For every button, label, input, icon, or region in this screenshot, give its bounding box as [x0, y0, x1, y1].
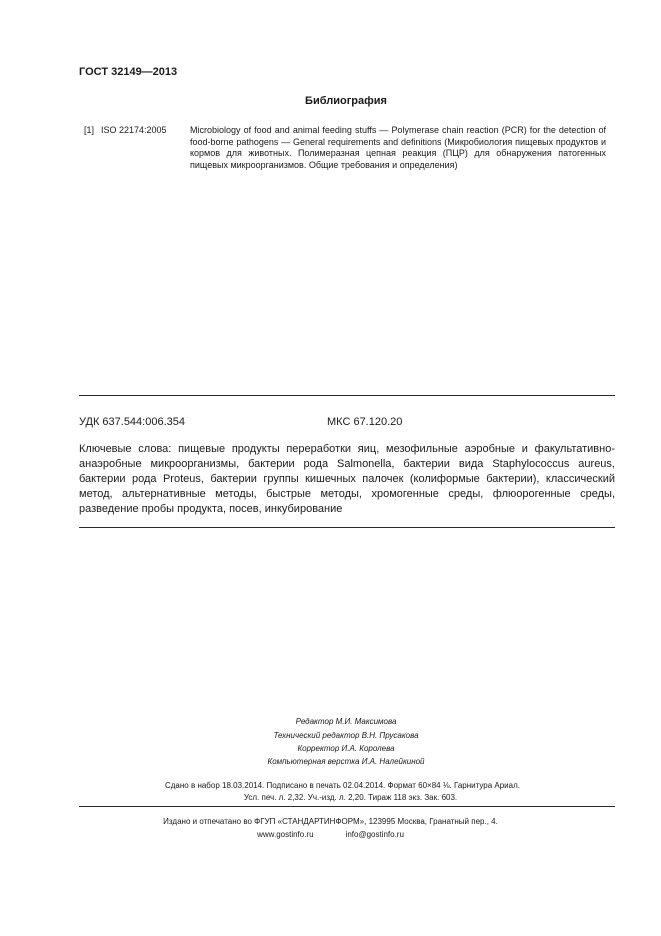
- bibliography-reference: ISO 22174:2005: [101, 125, 167, 135]
- bibliography-title: Библиография: [305, 95, 387, 107]
- divider-top: [79, 395, 615, 396]
- credit-layout: Компьютерная верстка И.А. Налейкиной: [267, 757, 425, 766]
- email-link[interactable]: info@gostinfo.ru: [345, 830, 404, 839]
- keywords-paragraph: Ключевые слова: пищевые продукты переработки яиц, мезофильные аэробные и факультативно-анаэробные микроорганизмы, бактерии рода Salmonella, бактерии вида Staphylococcus aureus, бактерии рода Proteus, бактерии группы кишечных палочек (колиформые бактерии), классический метод, альтернативные методы, быстрые методы, хромогенные среды, флюорогенные среды, разведение пробы продукта, посев, инкубирование: [79, 443, 615, 515]
- contacts-line: [0, 830, 661, 839]
- publication-line-2: Усл. печ. л. 2,32. Уч.-изд. л. 2,20. Тираж 118 экз. Зак. 603.: [243, 793, 458, 802]
- credit-proofreader: Корректор И.А. Королева: [297, 744, 395, 753]
- publication-line-1: Сдано в набор 18.03.2014. Подписано в печать 02.04.2014. Формат 60×84 ⅛. Гарнитура Ариал.: [164, 781, 520, 790]
- publisher-line: Издано и отпечатано во ФГУП «СТАНДАРТИНФОРМ», 123995 Москва, Гранатный пер., 4.: [163, 817, 498, 826]
- credit-editor: Редактор М.И. Максимова: [295, 717, 397, 726]
- mks-code: МКС 67.120.20: [327, 416, 403, 428]
- bibliography-text: Microbiology of food and animal feeding stuffs — Polymerase chain reaction (PCR) for the detection of food-borne pathogens — General requirements and definitions (Микробиология пищевых продуктов и кормов для животных. Полимеразная цепная реакция (ПЦР) для обнаружения патогенных пищевых микроорганизмов. Общие требования и определения): [190, 125, 606, 170]
- divider-bottom: [79, 806, 615, 807]
- divider-middle: [79, 527, 615, 528]
- bibliography-number: [1]: [84, 125, 95, 135]
- document-header: ГОСТ 32149—2013: [79, 66, 178, 78]
- website-link[interactable]: www.gostinfo.ru: [257, 830, 314, 839]
- credit-tech-editor: Технический редактор В.Н. Прусакова: [273, 731, 419, 740]
- udk-code: УДК 637.544:006.354: [79, 416, 185, 428]
